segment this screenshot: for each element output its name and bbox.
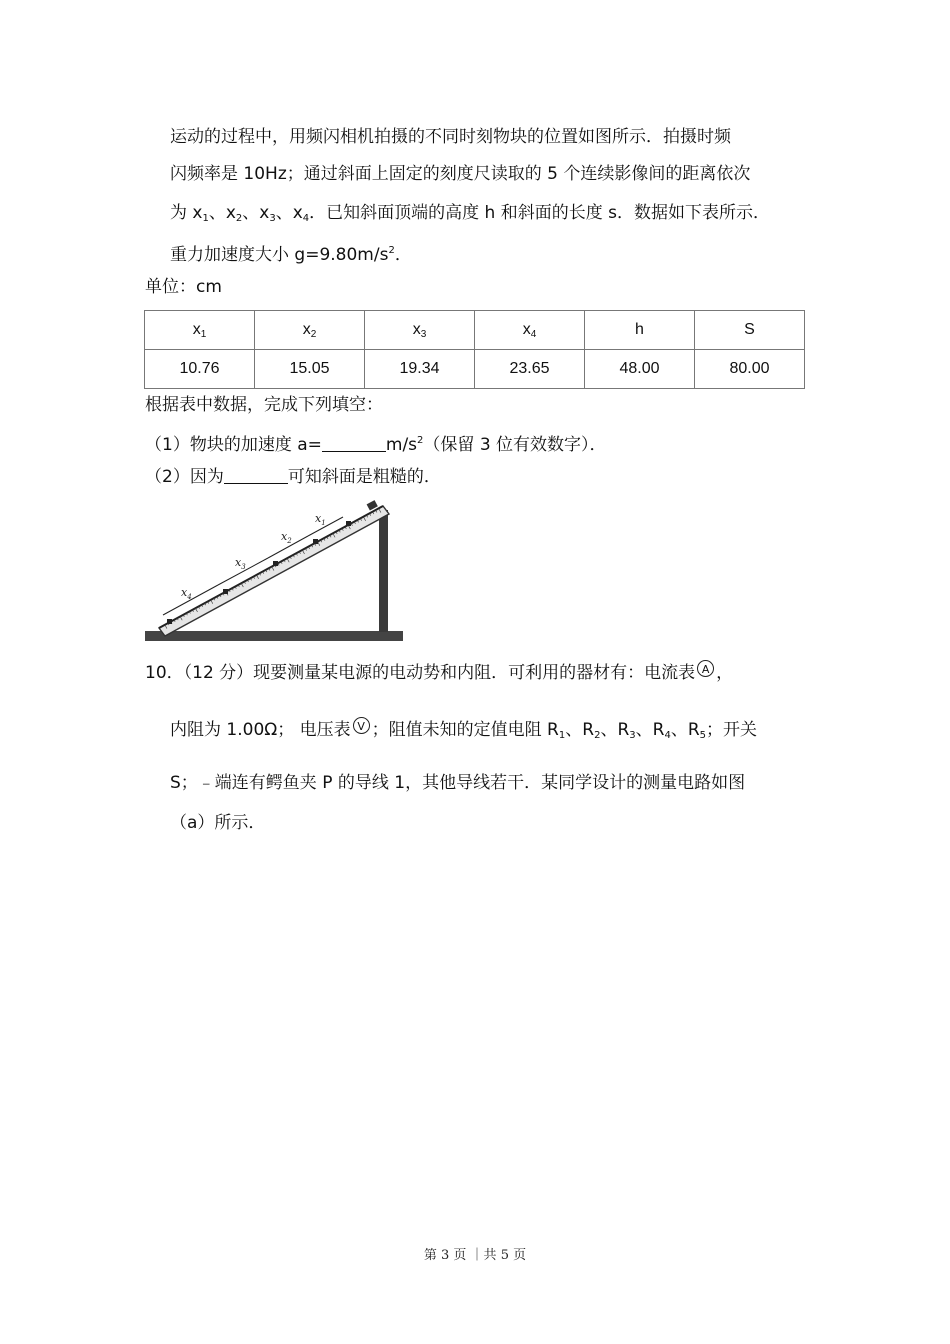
ground-base	[145, 631, 403, 641]
text: ．	[394, 245, 412, 265]
question-10-line-2: 内阻为 1.00Ω； 电压表 V ；阻值未知的定值电阻 $R_1$、$R_2$、$R_3$、$R_4$、$R_5$；开关	[170, 717, 757, 747]
table-cell: 23.65	[475, 350, 585, 389]
table-cell: 19.34	[365, 350, 475, 389]
superscript: 2	[388, 245, 395, 256]
label-x3: $x_3$	[235, 556, 246, 571]
paragraph-line-4	[170, 240, 412, 266]
text: h	[635, 321, 644, 338]
voltmeter-icon: V	[353, 717, 370, 734]
subscript: 1	[200, 328, 207, 340]
table-row	[145, 350, 805, 389]
text: 、x	[208, 203, 236, 223]
unit-label: 单位：cm	[145, 277, 222, 297]
frame-mark	[167, 619, 172, 624]
text: S	[744, 321, 755, 338]
instruction-text: 根据表中数据，完成下列填空：	[145, 395, 383, 415]
subscript: 2	[594, 730, 601, 741]
subscript: 2	[310, 328, 317, 340]
label-x4: $x_4$	[181, 586, 192, 601]
text: 、x	[275, 203, 303, 223]
frame-mark	[346, 521, 351, 526]
text: x	[412, 320, 421, 338]
superscript: 2	[417, 435, 424, 446]
question-2	[145, 466, 441, 488]
text: 可知斜面是粗糙的．	[287, 467, 441, 487]
subscript: 4	[302, 213, 310, 224]
header-cell	[255, 311, 365, 350]
text: 为 x	[170, 203, 203, 223]
text: 内阻为 1.00Ω； 电压表	[170, 720, 351, 740]
subscript: 1	[558, 730, 566, 741]
subscript: 4	[664, 730, 671, 741]
question-10-line-4: （a）所示．	[170, 813, 266, 833]
text: ，	[716, 663, 734, 683]
ammeter-icon: A	[697, 660, 714, 677]
label-x2: $x_2$	[281, 530, 292, 545]
header-cell	[365, 311, 475, 350]
subscript: 3	[420, 328, 427, 340]
subscript: 2	[235, 213, 243, 224]
question-10-line-1	[145, 660, 733, 684]
text: 、	[565, 720, 583, 740]
frame-mark	[313, 539, 318, 544]
text: 、	[600, 720, 618, 740]
header-cell	[145, 311, 255, 350]
text: x	[302, 320, 311, 338]
table-cell: 80.00	[695, 350, 805, 389]
text: ；阻值未知的定值电阻 R	[371, 720, 559, 740]
header-cell	[695, 311, 805, 350]
paragraph-line-3	[170, 202, 770, 230]
incline-board	[159, 506, 389, 636]
answer-blank[interactable]	[224, 467, 288, 484]
text: （保留 3 位有效数字）．	[423, 435, 607, 455]
frame-mark	[223, 589, 228, 594]
question-10-line-3: S；﹣端连有鳄鱼夹 P 的导线 1，其他导线若干．某同学设计的测量电路如图	[170, 773, 746, 793]
paragraph-line-1: 运动的过程中，用频闪相机拍摄的不同时刻物块的位置如图所示．拍摄时频	[170, 127, 731, 147]
text: 、x	[242, 203, 270, 223]
paragraph-line-2: 闪频率是 10Hz；通过斜面上固定的刻度尺读取的 5 个连续影像间的距离依次	[170, 164, 751, 184]
text: ；开关	[706, 720, 757, 740]
subscript: 3	[269, 213, 276, 224]
table-cell: 10.76	[145, 350, 255, 389]
page-footer: 第 3 页 ｜共 5 页	[423, 1248, 527, 1263]
text: （2）因为	[145, 467, 224, 487]
subscript: 4	[530, 328, 537, 340]
answer-blank[interactable]	[322, 435, 386, 452]
text: x	[192, 320, 201, 338]
label-x1: $x_1$	[315, 512, 326, 527]
vertical-support	[379, 510, 388, 632]
data-table	[144, 310, 805, 389]
subscript: 1	[202, 213, 209, 224]
question-1	[145, 430, 607, 456]
frame-mark	[273, 561, 278, 566]
subscript: 5	[699, 730, 706, 741]
text: （1）物块的加速度 a=	[145, 435, 322, 455]
table-cell: 15.05	[255, 350, 365, 389]
text: x	[522, 320, 531, 338]
table-header-row	[145, 311, 805, 350]
text: m/s	[385, 435, 418, 455]
incline-figure	[143, 498, 408, 646]
header-cell	[585, 311, 695, 350]
text: 重力加速度大小 g=9.80m/s	[170, 245, 389, 265]
subscript: 3	[629, 730, 636, 741]
table-cell: 48.00	[585, 350, 695, 389]
text: 、	[670, 720, 688, 740]
text: 10．（12 分）现要测量某电源的电动势和内阻．可利用的器材有：电流表	[145, 663, 696, 683]
text: ．已知斜面顶端的高度 h 和斜面的长度 s．数据如下表所示．	[309, 203, 770, 223]
header-cell	[475, 311, 585, 350]
text: 、	[635, 720, 653, 740]
